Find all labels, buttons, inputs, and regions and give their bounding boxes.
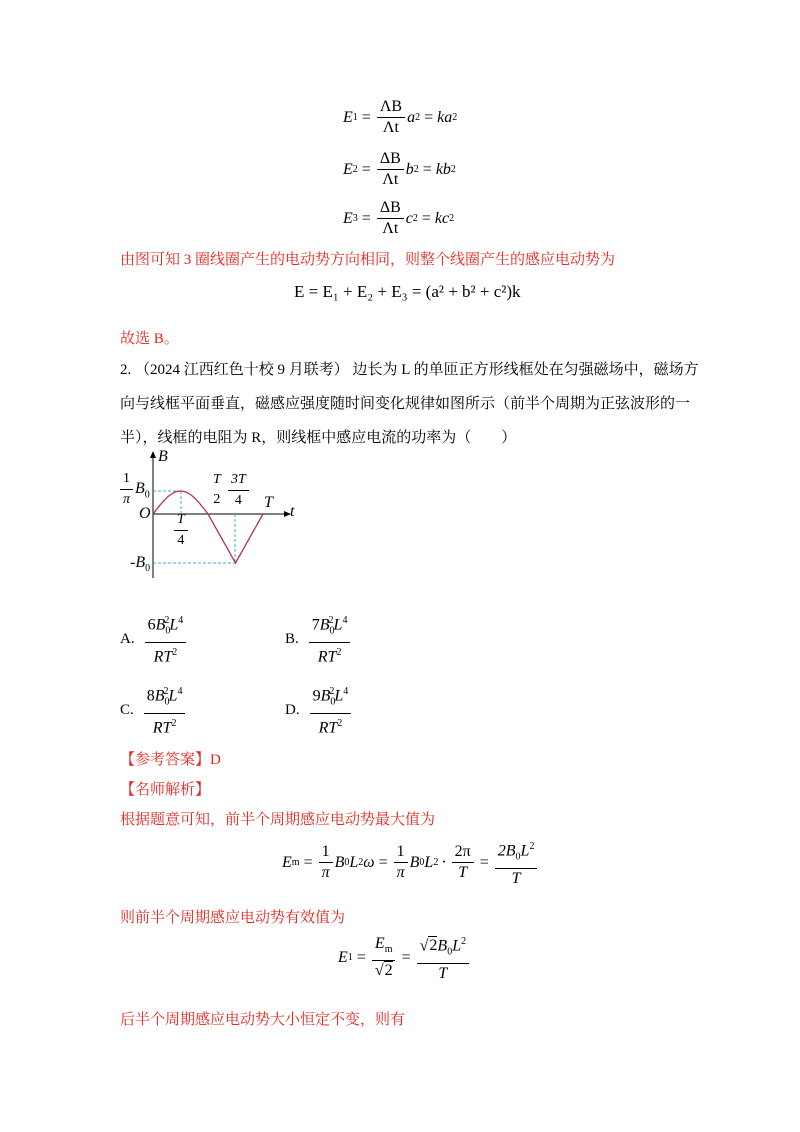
equals: =	[424, 108, 434, 126]
frac-den: T	[438, 964, 448, 982]
graph-xtick-3t4	[226, 471, 251, 510]
fraction	[309, 612, 351, 666]
eq-lhs: E	[343, 209, 353, 227]
ytick-b: B	[135, 480, 145, 498]
expr-den-exp: 2	[336, 646, 342, 658]
eq-sup: 2	[412, 213, 418, 224]
option-letter: C.	[120, 701, 134, 718]
analysis-line-3: 后半个周期感应电动势大小恒定不变，则有	[120, 1012, 406, 1028]
analysis-line-2: 则前半个周期感应电动势有效值为	[120, 910, 346, 926]
fraction	[377, 150, 404, 189]
expr-den: RT	[153, 647, 173, 665]
em-equation	[282, 838, 539, 888]
question-line-2: 向与线框平面垂直，磁感应强度随时间变化规律如图所示（前半个周期为正弦波形的一	[120, 396, 691, 412]
eq-sup: 2	[449, 213, 455, 224]
graph-x-label: t	[290, 503, 295, 520]
expr-sub: 0	[165, 625, 171, 637]
fraction	[174, 511, 188, 550]
option-b[interactable]	[285, 612, 352, 666]
equals: =	[356, 948, 366, 966]
e1-num: E	[374, 935, 385, 953]
equals: =	[361, 209, 371, 227]
frac-num	[372, 935, 396, 961]
em-b-sub: 0	[419, 857, 425, 869]
frac-den	[151, 643, 181, 666]
question-text-1: 边长为 L 的单匝正方形线框处在匀强磁场中，磁场方	[352, 362, 699, 378]
equals: =	[361, 108, 371, 126]
frac-den: 4	[177, 533, 185, 548]
expr-sub: 0	[329, 625, 335, 637]
ytick-sub: 0	[145, 563, 151, 575]
fraction	[319, 843, 333, 882]
graph-xtick-t4	[172, 511, 190, 550]
em-l-exp: 2	[433, 857, 439, 869]
option-letter: D.	[285, 701, 300, 718]
em-l: L	[349, 853, 359, 871]
em-l: L	[520, 842, 530, 860]
frac-num: 1	[319, 843, 333, 863]
e1-b-sub: 0	[447, 946, 453, 958]
expr-sup: 2	[164, 615, 170, 626]
expr-l-exp: 4	[342, 615, 348, 626]
expr-l: L	[334, 687, 344, 705]
frac-den	[372, 961, 396, 980]
frac-num: ΔB	[377, 150, 404, 170]
frac-den: π	[396, 864, 405, 882]
frac-den: T	[511, 869, 521, 887]
em-l-exp: 2	[358, 857, 364, 869]
frac-den: 4	[234, 493, 242, 508]
y-axis-arrow	[150, 451, 156, 458]
eq-sup: 2	[452, 112, 458, 123]
em-b: B	[409, 853, 420, 871]
option-coef: 9	[312, 687, 321, 705]
graph-y-label: B	[158, 448, 168, 465]
frac-num	[145, 612, 187, 643]
eq-rhs: ka	[437, 108, 453, 126]
fraction	[145, 612, 187, 666]
expr-den-exp: 2	[171, 717, 177, 729]
frac-den: Λt	[382, 119, 399, 136]
em-b-sub: 0	[344, 857, 350, 869]
analysis-line-1: 根据题意可知，前半个周期感应电动势最大值为	[120, 812, 436, 828]
expr-sub: 0	[330, 696, 336, 708]
equals: =	[422, 160, 432, 178]
option-letter: A.	[120, 630, 135, 647]
expr-den: RT	[318, 718, 338, 736]
eq-lhs: E	[343, 160, 353, 178]
frac-num: T	[213, 472, 221, 487]
option-letter: B.	[285, 630, 299, 647]
fraction	[228, 471, 249, 510]
option-a[interactable]	[120, 612, 188, 666]
em-2b: 2B	[497, 842, 516, 860]
expr-l-exp: 4	[177, 686, 183, 697]
frac-num	[310, 683, 352, 714]
fraction	[495, 838, 538, 888]
option-d[interactable]	[285, 683, 353, 737]
equals: =	[303, 853, 313, 871]
expr-l: L	[333, 616, 343, 634]
eq-lhs: E	[343, 108, 353, 126]
fraction	[144, 683, 186, 737]
fraction	[310, 683, 352, 737]
eq-rhs: kb	[435, 160, 451, 178]
expr-sub: 0	[164, 696, 170, 708]
expr-l: L	[168, 687, 178, 705]
expr-l-exp: 4	[178, 615, 184, 626]
fraction	[452, 843, 474, 882]
frac-den	[150, 714, 180, 737]
eq-var: c	[405, 209, 413, 227]
option-coef: 8	[146, 687, 155, 705]
question-number: 2.	[120, 362, 132, 378]
ytick-b: -B	[130, 554, 146, 571]
frac-num	[495, 838, 538, 869]
frac-den: Λt	[382, 220, 399, 237]
graph-origin: O	[139, 505, 151, 522]
frac-num: 1	[120, 470, 133, 490]
expr-b: B	[155, 616, 166, 634]
expr-l-exp: 4	[343, 686, 349, 697]
option-coef: 7	[311, 616, 320, 634]
frac-den: π	[321, 864, 330, 882]
fraction	[394, 843, 408, 882]
em-l: L	[424, 853, 434, 871]
frac-den: 2	[213, 492, 221, 507]
frac-num: 1	[394, 843, 408, 863]
graph-xtick-t2	[208, 471, 226, 509]
dot: ·	[441, 853, 447, 871]
expr-b: B	[154, 687, 165, 705]
question-source: （2024 江西红色十校 9 月联考）	[135, 362, 349, 378]
graph-xtick-t: T	[264, 494, 273, 511]
equals: =	[378, 853, 388, 871]
expr-den: RT	[152, 718, 172, 736]
analysis-label: 【名师解析】	[120, 782, 211, 798]
frac-num	[309, 612, 351, 643]
frac-den	[315, 643, 345, 666]
em-lhs: E	[282, 853, 292, 871]
eq-rhs: kc	[434, 209, 450, 227]
question-line-1	[120, 360, 699, 380]
em-l-exp: 2	[529, 841, 535, 852]
frac-num	[144, 683, 186, 714]
em-b-sub: 0	[515, 851, 521, 863]
equals: =	[361, 160, 371, 178]
answer-label: 【参考答案】D	[120, 752, 221, 768]
sqrt-arg: 2	[429, 937, 438, 955]
frac-num: 2π	[452, 843, 474, 863]
em-omega: ω	[363, 853, 375, 871]
expr-den-exp: 2	[337, 717, 343, 729]
expr-den-exp: 2	[172, 646, 178, 658]
expr-b: B	[319, 616, 330, 634]
question-line-3: 半），线框的电阻为 R，则线框中感应电流的功率为（ ）	[120, 430, 517, 446]
eq-sup: 2	[413, 164, 419, 175]
e1-sub: 1	[347, 952, 353, 964]
frac-num: 3T	[228, 471, 249, 491]
frac-num: ΛB	[377, 98, 405, 118]
fraction	[417, 933, 469, 983]
equals: =	[401, 948, 411, 966]
e1-b: B	[437, 937, 448, 955]
expr-l: L	[169, 616, 179, 634]
fraction	[210, 471, 224, 509]
eq-sup: 2	[450, 164, 456, 175]
expr-sup: 2	[328, 615, 334, 626]
red-conclusion-line: 由图可知 3 圈线圈产生的电动势方向相同，则整个线圈产生的感应电动势为	[120, 252, 616, 268]
e1-lhs: E	[338, 948, 348, 966]
frac-den	[316, 714, 346, 737]
sqrt-arg: 2	[384, 962, 393, 980]
sqrt-sign: √	[419, 937, 429, 955]
fraction	[377, 98, 405, 137]
e1-l: L	[452, 937, 462, 955]
ytick-sub: 0	[144, 489, 150, 501]
frac-num: T	[174, 511, 188, 531]
graph-ytick-top	[118, 470, 150, 509]
eq-sub: 2	[352, 164, 358, 175]
eq-sub: 1	[352, 112, 358, 123]
expr-b: B	[320, 687, 331, 705]
total-emf-equation: E = E₁ + E₂ + E₃ = (a² + b² + c²)k	[294, 282, 521, 301]
equation-e2	[343, 150, 456, 189]
e1-effective-equation	[338, 933, 471, 983]
e1-num-sub: m	[384, 944, 393, 956]
eq-var: b	[405, 160, 414, 178]
choose-answer: 故选 B。	[120, 331, 179, 347]
eq-sub: 3	[352, 213, 358, 224]
eq-sup: 2	[415, 112, 421, 123]
graph-ytick-bottom	[130, 554, 150, 574]
frac-den: π	[123, 492, 131, 507]
e1-l-exp: 2	[461, 936, 467, 947]
frac-num: ΔB	[377, 199, 404, 219]
frac-num	[417, 933, 469, 964]
expr-sup: 2	[163, 686, 169, 697]
equals: =	[479, 853, 489, 871]
option-coef: 6	[147, 616, 156, 634]
frac-den: T	[458, 864, 468, 882]
fraction	[120, 470, 133, 509]
expr-sup: 2	[329, 686, 335, 697]
option-c[interactable]	[120, 683, 187, 737]
fraction	[372, 935, 396, 980]
sqrt-sign: √	[374, 962, 384, 980]
frac-den: Λt	[382, 171, 399, 188]
equation-e1	[343, 98, 457, 137]
eq-var: a	[407, 108, 416, 126]
fraction	[377, 199, 404, 238]
em-b: B	[334, 853, 345, 871]
equals: =	[421, 209, 431, 227]
expr-den: RT	[317, 647, 337, 665]
equation-e3	[343, 199, 454, 238]
em-sub: m	[291, 857, 300, 869]
